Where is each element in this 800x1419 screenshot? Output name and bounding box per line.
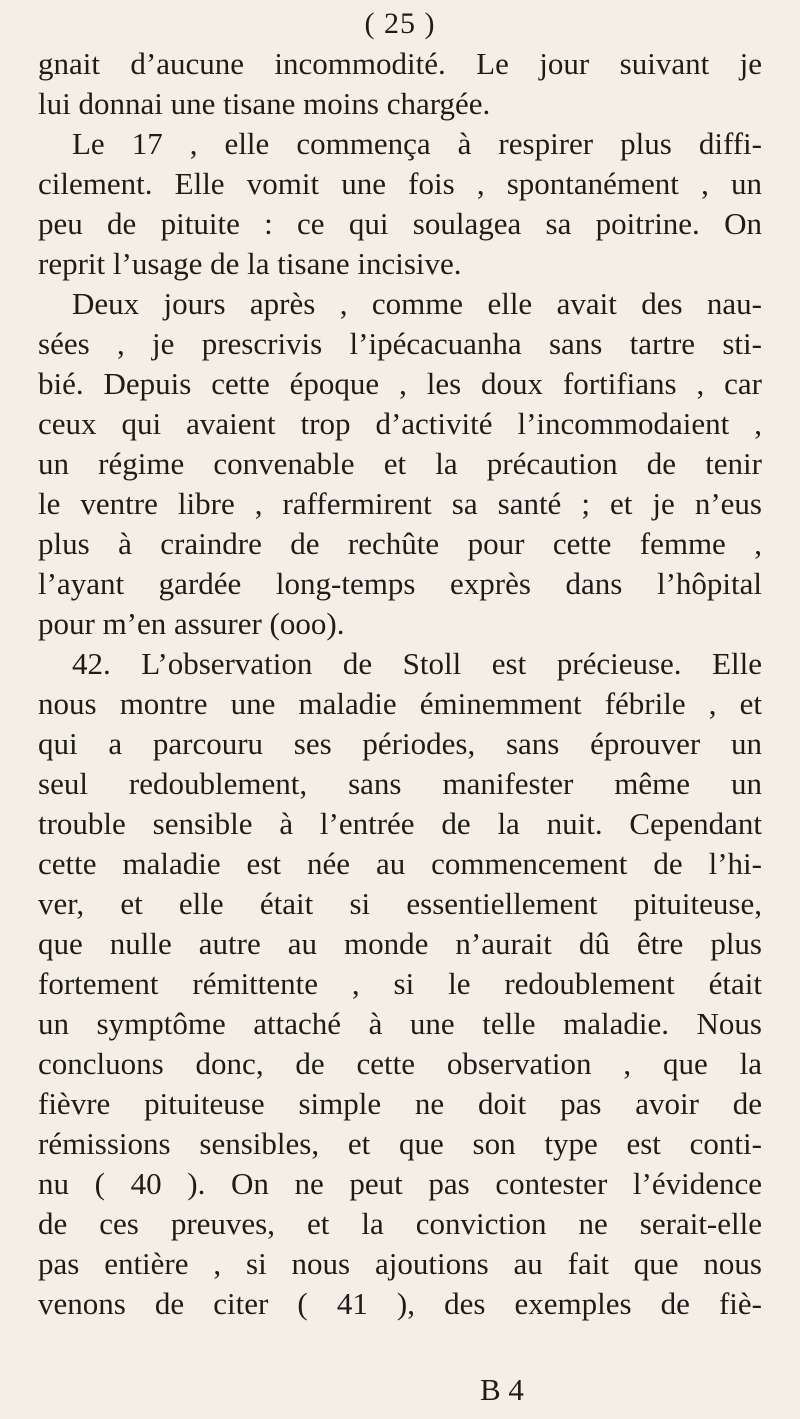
text-line: concluons donc, de cette observation , que la [38,1046,762,1081]
text-line: peu de pituite : ce qui soulagea sa poitrine. On [38,206,762,241]
text-line: ceux qui avaient trop d’activité l’incommodaient , [38,406,762,441]
text-line: pour m’en assurer (ooo). [38,606,345,641]
text-line: gnait d’aucune incommodité. Le jour suivant je [38,46,762,81]
text-line: trouble sensible à l’entrée de la nuit. Cependant [38,806,762,841]
text-line: cette maladie est née au commencement de l’hi- [38,846,762,881]
text-line: un symptôme attaché à une telle maladie. Nous [38,1006,762,1041]
page-number-header: ( 25 ) [364,7,436,40]
text-line: le ventre libre , raffermirent sa santé ; et je n’eus [38,486,762,521]
text-line: lui donnai une tisane moins chargée. [38,86,491,121]
text-line: nu ( 40 ). On ne peut pas contester l’évidence [38,1166,762,1201]
text-line: ver, et elle était si essentiellement pituiteuse, [38,886,762,921]
text-line: fortement rémittente , si le redoublement était [38,966,762,1001]
text-line: plus à craindre de rechûte pour cette femme , [38,526,762,561]
text-line: l’ayant gardée long-temps exprès dans l’hôpital [38,566,762,601]
text-line: rémissions sensibles, et que son type est conti- [38,1126,762,1161]
text-line: reprit l’usage de la tisane incisive. [38,246,462,281]
text-line: cilement. Elle vomit une fois , spontanément , un [38,166,762,201]
text-line: Le 17 , elle commença à respirer plus diffi- [72,126,762,161]
text-line: pas entière , si nous ajoutions au fait que nous [38,1246,762,1281]
text-line: seul redoublement, sans manifester même un [38,766,762,801]
text-line: sées , je prescrivis l’ipécacuanha sans tartre sti- [38,326,762,361]
text-line: fièvre pituiteuse simple ne doit pas avoir de [38,1086,762,1121]
signature-mark: B 4 [480,1372,524,1407]
text-line: un régime convenable et la précaution de tenir [38,446,762,481]
text-line: nous montre une maladie éminemment fébrile , et [38,686,762,721]
text-line: Deux jours après , comme elle avait des nau- [72,286,762,321]
text-line: venons de citer ( 41 ), des exemples de fiè- [38,1286,762,1321]
text-line: 42. L’observation de Stoll est précieuse. Elle [72,646,762,681]
text-line: bié. Depuis cette époque , les doux fortifians , car [38,366,762,401]
text-line: de ces preuves, et la conviction ne serait-elle [38,1206,762,1241]
text-line: que nulle autre au monde n’aurait dû être plus [38,926,762,961]
text-line: qui a parcouru ses périodes, sans éprouver un [38,726,762,761]
